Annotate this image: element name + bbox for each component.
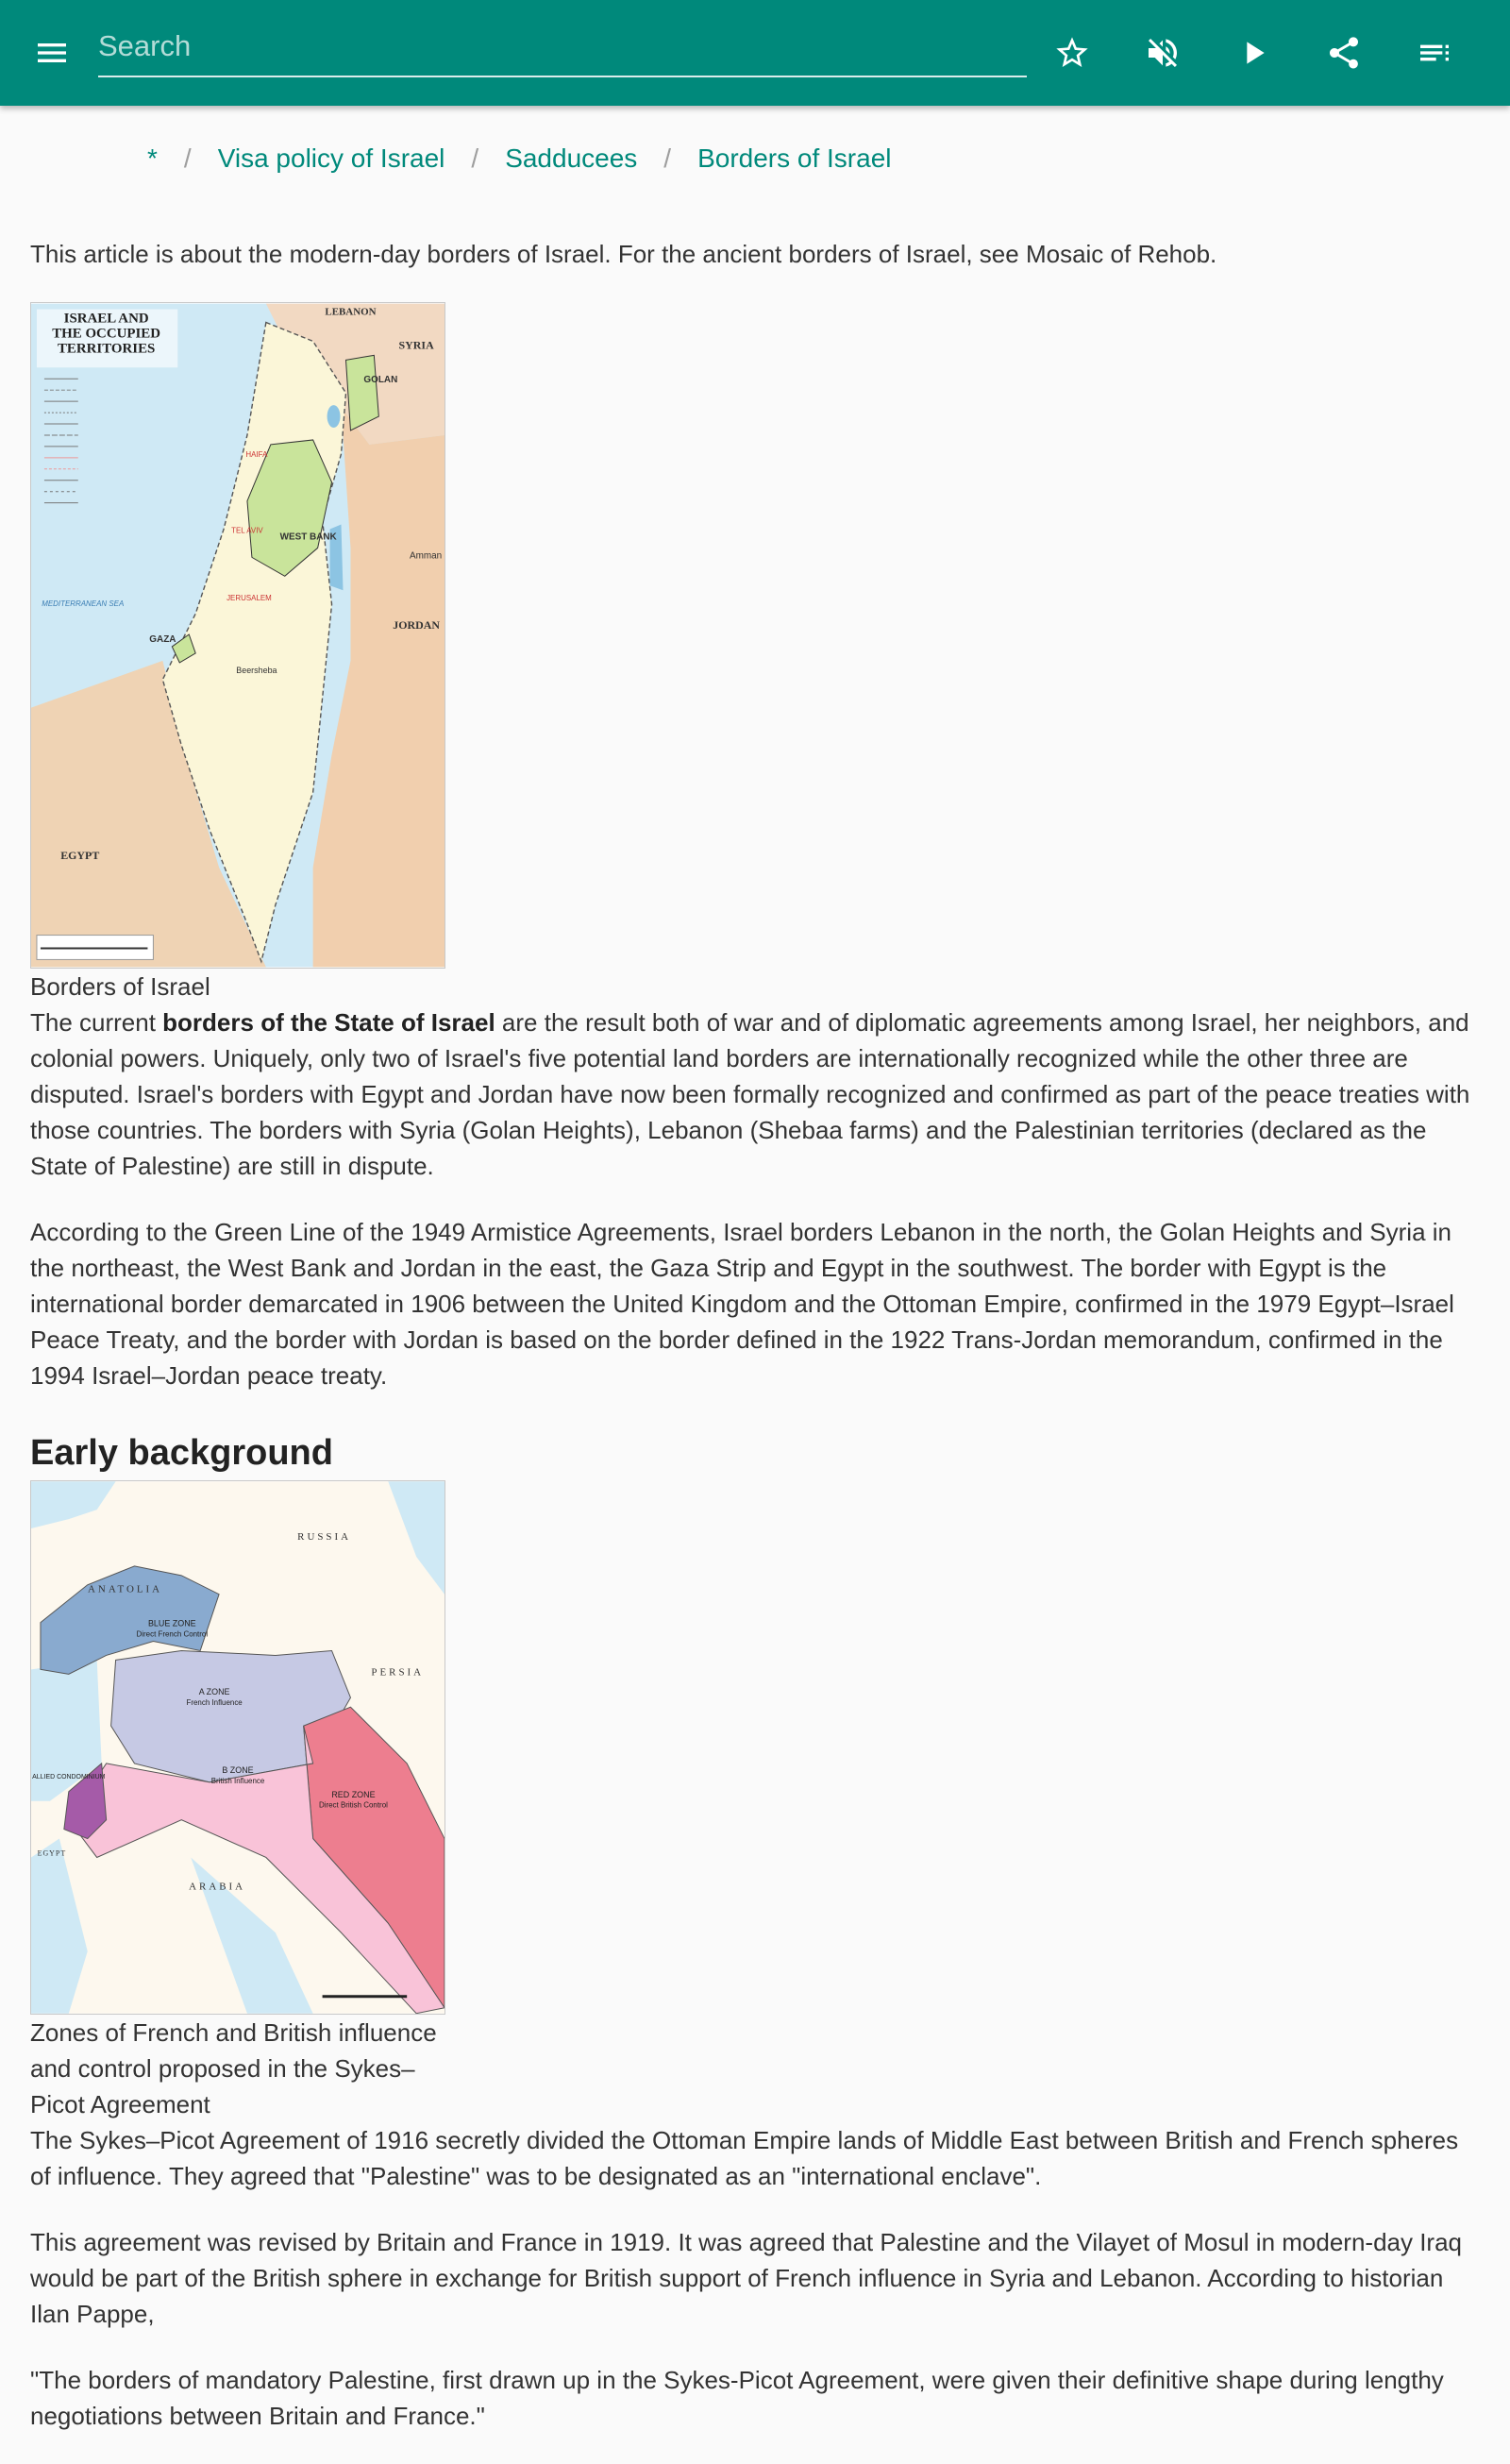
mute-button[interactable] xyxy=(1136,26,1189,79)
contents-button[interactable] xyxy=(1408,26,1461,79)
figure-sykes-picot-map xyxy=(30,1480,445,2122)
figure-caption: Zones of French and British influence and control proposed in the Sykes–Picot Agreement xyxy=(30,2018,437,2118)
map-label-syria: SYRIA xyxy=(398,338,434,352)
map-label-lebanon: LEBANON xyxy=(325,306,377,318)
paragraph-intro-bold: borders of the State of Israel xyxy=(162,1008,495,1037)
map-title-line1: ISRAEL AND xyxy=(63,311,149,327)
play-button[interactable] xyxy=(1227,26,1280,79)
map-label-tel-aviv: TEL AVIV xyxy=(231,526,263,535)
map-label-golan: GOLAN xyxy=(363,375,398,386)
search-input[interactable] xyxy=(98,19,1027,74)
map-label-allied-condominium: ALLIED CONDOMINIUM xyxy=(32,1773,106,1780)
search-field[interactable] xyxy=(98,19,1027,77)
paragraph-quote: "The borders of mandatory Palestine, first drawn up in the Sykes-Picot Agreement, were given their definitive shape during lengthy negotiations between Britain and France." xyxy=(30,2366,1444,2430)
menu-button[interactable] xyxy=(25,26,78,79)
breadcrumb-home[interactable]: * xyxy=(147,143,158,173)
top-app-bar xyxy=(0,0,1510,106)
map-title-line3: TERRITORIES xyxy=(57,341,156,357)
map-label-mediterranean: MEDITERRANEAN SEA xyxy=(42,599,125,609)
map-label-a-zone: A ZONE xyxy=(198,1687,230,1697)
map-label-red-zone: RED ZONE xyxy=(331,1789,376,1799)
paragraph-green-line: According to the Green Line of the 1949 Armistice Agreements, Israel borders Lebanon in the north, the Golan Heights and Syria in the northeast, the West Bank and Jordan in the east, the Gaza Strip and Egypt in the southwest. The border with Egypt is the international border demarcated in 1906 between the United Kingdom and the Ottoman Empire, confirmed in the 1979 Egypt–Israel Peace Treaty, and the border with Jordan is based on the border defined in the 1922 Trans-Jordan memorandum, confirmed in the 1994 Israel–Jordan peace treaty. xyxy=(30,1218,1454,1390)
figure-borders-map xyxy=(30,302,445,1004)
map-label-gaza: GAZA xyxy=(149,633,176,645)
map-title-line2: THE OCCUPIED xyxy=(52,326,161,342)
map-label-red-zone-sub: Direct British Control xyxy=(318,1800,388,1810)
map-label-russia: RUSSIA xyxy=(297,1531,351,1544)
map-label-b-zone-sub: British Influence xyxy=(210,1776,265,1785)
map-label-jerusalem: JERUSALEM xyxy=(226,594,272,603)
map-label-jordan: JORDAN xyxy=(393,618,441,633)
bookmark-button[interactable] xyxy=(1046,26,1099,79)
figure-caption: Borders of Israel xyxy=(30,972,210,1001)
section-heading-early-background: Early background xyxy=(30,1433,333,1473)
map-label-a-zone-sub: French Influence xyxy=(186,1698,243,1708)
article-content xyxy=(30,236,1484,2464)
breadcrumb-separator: / xyxy=(663,143,672,173)
share-button[interactable] xyxy=(1317,26,1370,79)
paragraph-intro-prefix: The current xyxy=(30,1008,163,1037)
map-label-b-zone: B ZONE xyxy=(222,1764,254,1775)
menu-icon xyxy=(33,34,71,72)
map-label-blue-zone: BLUE ZONE xyxy=(147,1618,196,1629)
map-label-persia: PERSIA xyxy=(371,1666,425,1679)
map-label-blue-zone-sub: Direct French Control xyxy=(136,1629,209,1639)
breadcrumb-separator: / xyxy=(471,143,479,173)
paragraph-sykes-picot: The Sykes–Picot Agreement of 1916 secretly divided the Ottoman Empire lands of Middle East between British and French spheres of influence. They agreed that "Palestine" was to be designated as an "international enclave". xyxy=(30,2126,1459,2190)
star-outline-icon xyxy=(1053,34,1091,72)
map-label-egypt: EGYPT xyxy=(60,848,100,862)
map-label-arabia: ARABIA xyxy=(189,1881,246,1893)
breadcrumb-visa-policy[interactable]: Visa policy of Israel xyxy=(217,143,445,173)
breadcrumb xyxy=(0,132,1510,185)
playlist-icon xyxy=(1416,34,1453,72)
map-label-beersheba: Beersheba xyxy=(236,665,277,675)
share-icon xyxy=(1325,34,1363,72)
hatnote: This article is about the modern-day borders of Israel. For the ancient borders of Israel, see Mosaic of Rehob. xyxy=(30,240,1217,268)
paragraph-revision-1919: This agreement was revised by Britain and France in 1919. It was agreed that Palestine and the Vilayet of Mosul in modern-day Iraq would be part of the British sphere in exchange for British support of French influence in Syria and Lebanon. According to historian Ilan Pappe, xyxy=(30,2228,1463,2328)
map-label-haifa: HAIFA xyxy=(245,449,268,459)
map-label-amman: Amman xyxy=(409,550,443,562)
breadcrumb-separator: / xyxy=(183,143,192,173)
map-label-egypt: EGYPT xyxy=(37,1848,67,1858)
map-label-west-bank: WEST BANK xyxy=(279,532,337,543)
breadcrumb-borders-of-israel[interactable]: Borders of Israel xyxy=(697,143,892,173)
paragraph-intro xyxy=(30,1004,1484,1184)
paragraph-intro-suffix: are the result both of war and of diplomatic agreements among Israel, her neighbors, and colonial powers. Uniquely, only two of Israel's five potential land borders are internationally recognized while the other three are disputed. Israel's borders with Egypt and Jordan have now been formally recognized and confirmed as part of the peace treaties with those countries. The borders with Syria (Golan Heights), Lebanon (Shebaa farms) and the Palestinian territories (declared as the State of Palestine) are still in dispute. xyxy=(30,1008,1470,1180)
breadcrumb-sadducees[interactable]: Sadducees xyxy=(505,143,638,173)
sykes-picot-map-image[interactable] xyxy=(30,1480,445,2015)
israel-map-image[interactable] xyxy=(30,302,445,969)
map-label-anatolia: ANATOLIA xyxy=(88,1583,163,1595)
volume-off-icon xyxy=(1144,34,1182,72)
play-icon xyxy=(1234,34,1272,72)
